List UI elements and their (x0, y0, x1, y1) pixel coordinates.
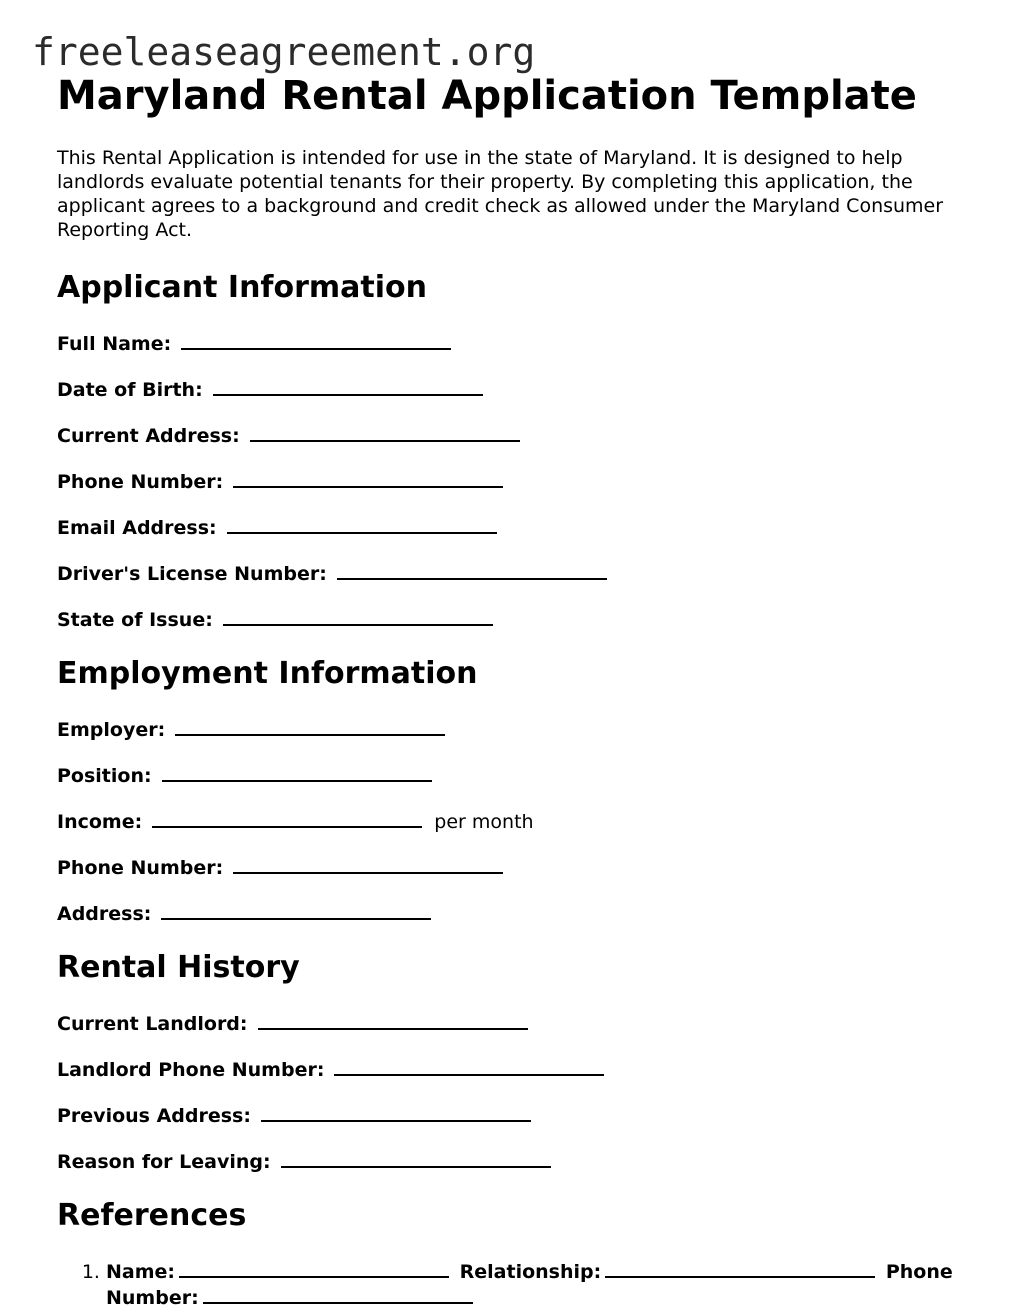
email-field (57, 514, 967, 540)
dob-field (57, 376, 967, 402)
ref-phone-label: Phone Number: (106, 1261, 953, 1309)
dob-blank[interactable] (213, 376, 483, 396)
reason-blank[interactable] (281, 1148, 551, 1168)
income-blank[interactable] (152, 808, 422, 828)
employer-address-label: Address: (57, 903, 152, 925)
state-issue-label: State of Issue: (57, 609, 213, 631)
rental-history-heading: Rental History (57, 950, 300, 985)
employer-phone-blank[interactable] (233, 854, 503, 874)
current-address-field (57, 422, 967, 448)
intro-paragraph: This Rental Application is intended for use in the state of Maryland. It is designed to help landlords evaluate potential tenants for their property. By completing this application, the applicant agrees to a background and credit check as allowed under the Maryland Consumer Reporting Act. (57, 147, 944, 241)
email-blank[interactable] (227, 514, 497, 534)
phone-label: Phone Number: (57, 471, 224, 493)
license-field (57, 560, 967, 586)
landlord-phone-label: Landlord Phone Number: (57, 1059, 325, 1081)
reason-label: Reason for Leaving: (57, 1151, 271, 1173)
current-landlord-blank[interactable] (258, 1010, 528, 1030)
current-address-blank[interactable] (250, 422, 520, 442)
ref-name-blank[interactable] (179, 1258, 449, 1278)
applicant-heading: Applicant Information (57, 270, 427, 305)
employer-address-field (57, 900, 967, 926)
employer-address-blank[interactable] (161, 900, 431, 920)
phone-field (57, 468, 967, 494)
full-name-label: Full Name: (57, 333, 172, 355)
ref-relationship-blank[interactable] (605, 1258, 875, 1278)
applicant-section (57, 270, 967, 632)
reason-field (57, 1148, 967, 1174)
employer-phone-label: Phone Number: (57, 857, 224, 879)
employment-heading: Employment Information (57, 656, 478, 691)
income-label: Income: (57, 811, 143, 833)
ref-phone-blank[interactable] (203, 1284, 473, 1304)
current-address-label: Current Address: (57, 425, 240, 447)
license-label: Driver's License Number: (57, 563, 327, 585)
position-field (57, 762, 967, 788)
previous-address-blank[interactable] (261, 1102, 531, 1122)
references-heading: References (57, 1198, 247, 1233)
site-watermark: freeleaseagreement.org (32, 30, 536, 74)
full-name-field (57, 330, 967, 356)
previous-address-field (57, 1102, 967, 1128)
current-landlord-label: Current Landlord: (57, 1013, 248, 1035)
rental-history-section (57, 950, 967, 1174)
reference-item (106, 1258, 967, 1310)
full-name-blank[interactable] (181, 330, 451, 350)
page-title: Maryland Rental Application Template (57, 73, 917, 119)
income-field (57, 808, 967, 834)
references-list (57, 1258, 967, 1310)
employer-blank[interactable] (175, 716, 445, 736)
position-label: Position: (57, 765, 152, 787)
employer-label: Employer: (57, 719, 166, 741)
previous-address-label: Previous Address: (57, 1105, 251, 1127)
position-blank[interactable] (162, 762, 432, 782)
landlord-phone-field (57, 1056, 967, 1082)
ref-relationship-label: Relationship: (459, 1261, 602, 1283)
ref-name-label: Name: (106, 1261, 176, 1283)
income-suffix: per month (434, 811, 534, 833)
state-issue-field (57, 606, 967, 632)
license-blank[interactable] (337, 560, 607, 580)
employment-section (57, 656, 967, 926)
employer-field (57, 716, 967, 742)
landlord-phone-blank[interactable] (334, 1056, 604, 1076)
phone-blank[interactable] (233, 468, 503, 488)
dob-label: Date of Birth: (57, 379, 203, 401)
state-issue-blank[interactable] (223, 606, 493, 626)
current-landlord-field (57, 1010, 967, 1036)
employer-phone-field (57, 854, 967, 880)
email-label: Email Address: (57, 517, 217, 539)
references-section (57, 1198, 967, 1310)
document-page (57, 72, 967, 1310)
